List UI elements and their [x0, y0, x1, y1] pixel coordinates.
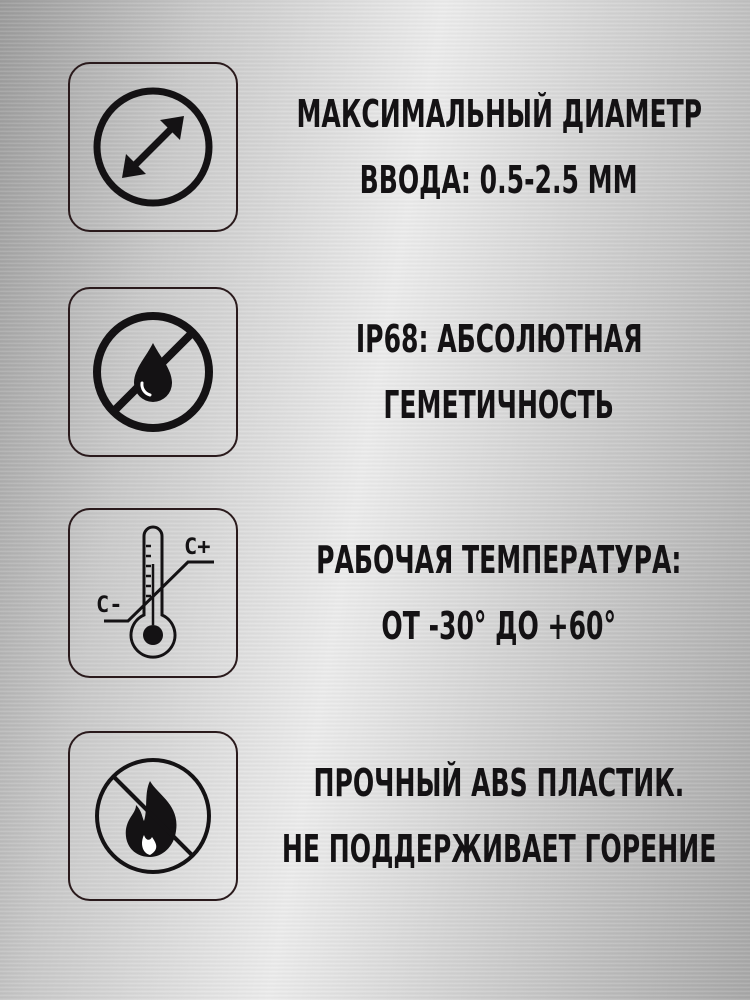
thermometer-icon [80, 520, 226, 666]
hot-label: C+ [184, 535, 211, 560]
feature-line: ВВОДА: 0.5-2.5 ММ [360, 158, 638, 202]
diameter-arrow-icon [80, 74, 226, 220]
fire-icon-frame [68, 731, 238, 901]
feature-fire [0, 731, 750, 903]
feature-line: МАКСИМАЛЬНЫЙ ДИАМЕТР [296, 92, 702, 136]
diameter-icon-frame [68, 62, 238, 232]
feature-ip68 [0, 287, 750, 459]
ip68-icon-frame [68, 287, 238, 457]
no-fire-icon [80, 743, 226, 889]
feature-line: РАБОЧАЯ ТЕМПЕРАТУРА: [316, 538, 682, 582]
feature-diameter-text [248, 62, 750, 232]
feature-temperature-text [248, 508, 750, 678]
feature-diameter [0, 62, 750, 234]
feature-line: ОТ -30° ДО +60° [381, 604, 617, 648]
feature-ip68-text [248, 287, 750, 457]
feature-line: ГЕМЕТИЧНОСТЬ [383, 383, 615, 427]
feature-line: НЕ ПОДДЕРЖИВАЕТ ГОРЕНИЕ [281, 827, 717, 871]
feature-temperature [0, 508, 750, 680]
no-water-drop-icon [80, 299, 226, 445]
temperature-icon-frame [68, 508, 238, 678]
feature-fire-text [248, 731, 750, 901]
feature-line: IP68: АБСОЛЮТНАЯ [355, 317, 643, 361]
feature-line: ПРОЧНЫЙ ABS ПЛАСТИК. [313, 761, 685, 805]
cold-label: C- [96, 593, 123, 618]
